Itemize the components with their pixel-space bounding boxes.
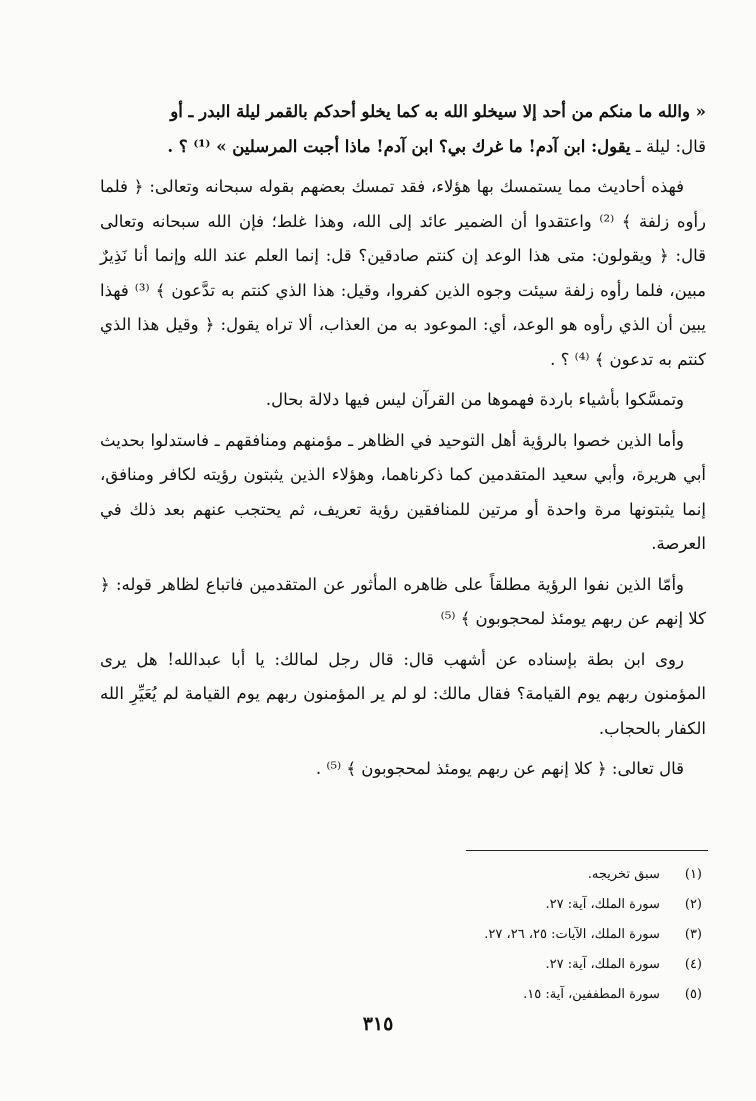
footnote-text: سورة المطففين، آية: ١٥.	[523, 987, 660, 1002]
footnote-item	[360, 890, 702, 920]
footnote-text: سبق تخريجه.	[587, 867, 660, 882]
footnote-text: سورة الملك، آية: ٢٧.	[545, 897, 660, 912]
hadith-text-line2: يقول: ابن آدم! ما غرك بي؟ ابن آدم! ماذا أجبت المرسلين » ⁽¹⁾ ؟ .	[167, 136, 631, 156]
footnote-text: سورة الملك، الآيات: ٢٥، ٢٦، ٢٧.	[484, 927, 660, 942]
paragraph-ahadith-discussion: فهذه أحاديث مما يستمسك بها هؤلاء، فقد تمسك بعضهم بقوله سبحانه وتعالى: ﴿ فلما رأوه زلفة ﴾ ⁽²⁾ واعتقدوا أن الضمير عائد إلى الله، وهذا غلط؛ فإن الله سبحانه وتعالى قال: ﴿ ويقولون: متى هذا الوعد إن كنتم صادقين؟ قل: إنما العلم عند الله وإنما أنا نَذِيرٌ مبين، فلما رأوه زلفة سيئت وجوه الذين كفروا، وقيل: هذا الذي كنتم به تدَّعون ﴾ ⁽³⁾ فهذا يبين أن الذي رأوه هو الوعد، أي: الموعود به من العذاب، ألا تراه يقول: ﴿ وقيل هذا الذي كنتم به تدعون ﴾ ⁽⁴⁾ ؟ .	[100, 177, 706, 369]
page-number: ٣١٥	[362, 1013, 394, 1035]
paragraph-cold-arguments: وتمسَّكوا بأشياء باردة فهموها من القرآن ليس فيها دلالة بحال.	[265, 390, 684, 409]
footnote-number: (٣)	[684, 927, 702, 942]
footnote-text: سورة الملك، آية: ٢٧.	[545, 957, 660, 972]
hadith-text-line1: « والله ما منكم من أحد إلا سيخلو الله به كما يخلو أحدكم بالقمر ليلة البدر ـ أو	[170, 102, 706, 121]
hadith-paragraph	[100, 95, 706, 164]
paragraph-negation: وأمّا الذين نفوا الرؤية مطلقاً على ظاهره المأثور عن المتقدمين فاتباع لظاهر قوله: ﴿ كلا إنهم عن ربهم يومئذ لمحجوبون ﴾ ⁽⁵⁾	[100, 574, 706, 628]
footnote-number: (٤)	[684, 957, 702, 972]
footnote-number: (١)	[684, 867, 702, 882]
footnote-item	[360, 860, 702, 890]
footnote-item	[360, 980, 702, 1010]
paragraph-malik-narration: روى ابن بطة بإسناده عن أشهب قال: قال رجل لمالك: يا أبا عبدالله! هل يرى المؤمنون ربهم يوم القيامة؟ فقال مالك: لو لم ير المؤمنون ربهم يوم القيامة لم يُعَيِّرِ الله الكفار بالحجاب.	[100, 649, 706, 738]
footnote-item	[360, 920, 702, 950]
footnotes	[360, 860, 702, 1010]
footnote-divider	[466, 850, 708, 851]
main-text	[100, 95, 706, 793]
paragraph-tawhid-people: وأما الذين خصوا بالرؤية أهل التوحيد في الظاهر ـ مؤمنهم ومنافقهم ـ فاستدلوا بحديث أبي هريرة، وأبي سعيد المتقدمين كما ذكرناهما، وهؤلاء الذين يثبتون رؤيته لكافر ومنافق، إنما يثبتونها مرة واحدة أو مرتين للمنافقين رؤية تعريف، ثم يحتجب عنهم بعد ذلك في العرصة.	[100, 430, 706, 553]
footnote-item	[360, 950, 702, 980]
paragraph-quran-verse: قال تعالى: ﴿ كلا إنهم عن ربهم يومئذ لمحجوبون ﴾ ⁽⁵⁾ .	[315, 759, 684, 778]
hadith-narrator-note: قال: ليلة ـ	[630, 136, 706, 156]
footnote-number: (٥)	[684, 987, 702, 1002]
footnote-number: (٢)	[684, 897, 702, 912]
